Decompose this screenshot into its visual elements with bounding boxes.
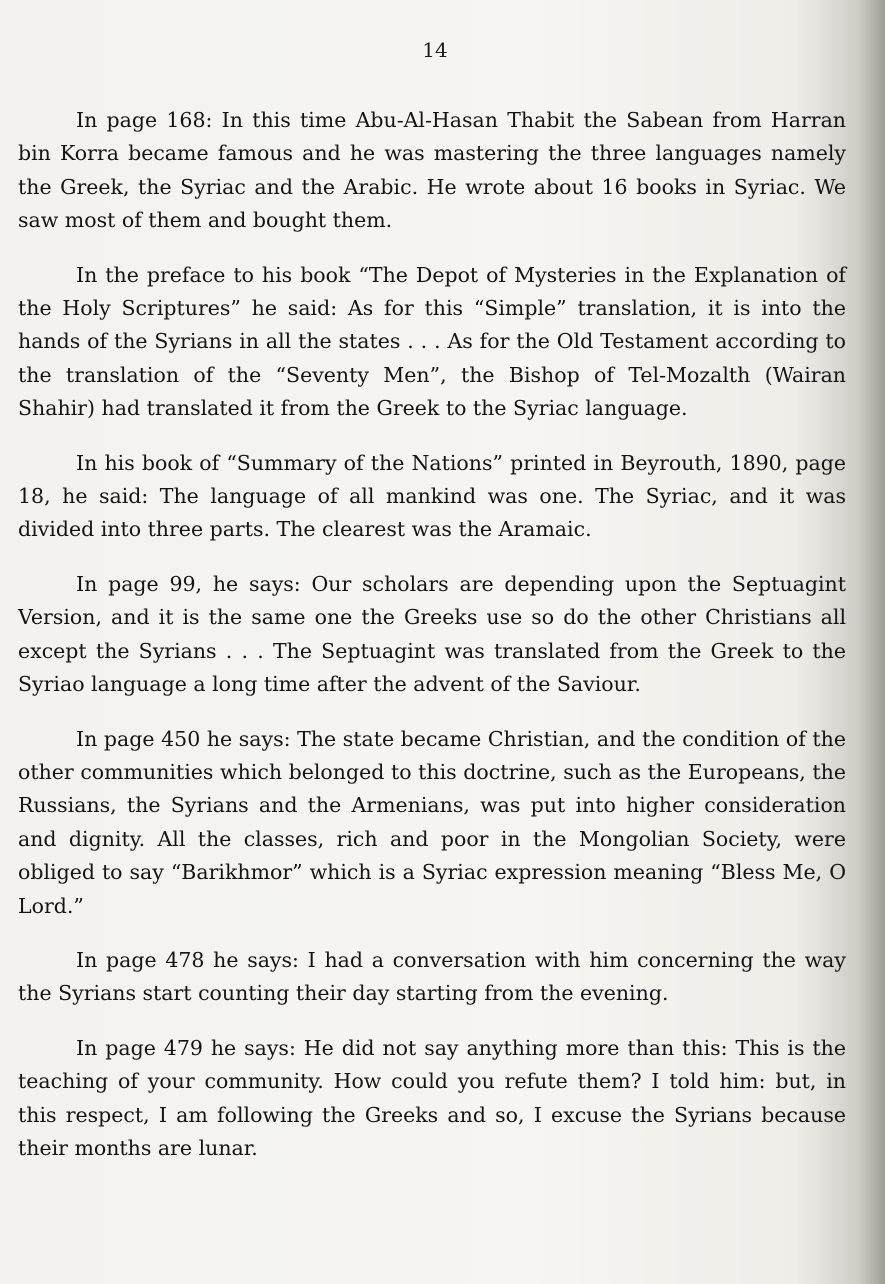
page-number: 14 xyxy=(422,38,448,62)
paragraph-page-450: In page 450 he says: The state became Christian, and the condition of the other communities which belonged to this doctrine, such as the Europeans, the Russians, the Syrians and the Armenians, was put into higher consideration and dignity. All the classes, rich and poor in the Mongolian Society, were obliged to say “Barikhmor” which is a Syriac expression meaning “Bless Me, O Lord.” xyxy=(18,726,846,918)
page-body xyxy=(18,104,846,1186)
paragraph-page-99: In page 99, he says: Our scholars are depending upon the Septuagint Version, and it is the same one the Greeks use so do the other Christians all except the Syrians . . . The Septuagint was translated from the Greek to the Syriao language a long time after the advent of the Saviour. xyxy=(18,571,846,697)
paragraph-depot-of-mysteries: In the preface to his book “The Depot of Mysteries in the Explanation of the Holy Scriptures” he said: As for this “Simple” translation, it is into the hands of the Syrians in all the states . . . As for the Old Testament according to the translation of the “Seventy Men”, the Bishop of Tel-Mozalth (Wairan Shahir) had translated it from the Greek to the Syriac language. xyxy=(18,262,846,421)
paragraph-page-479: In page 479 he says: He did not say anything more than this: This is the teaching of your community. How could you refute them? I told him: but, in this respect, I am following the Greeks and so, I excuse the Syrians because their months are lunar. xyxy=(18,1035,846,1160)
paragraph-page-478: In page 478 he says: I had a conversation with him concerning the way the Syrians start counting their day starting from the evening. xyxy=(18,947,846,1006)
paragraph-summary-of-nations: In his book of “Summary of the Nations” printed in Beyrouth, 1890, page 18, he said: The language of all mankind was one. The Syriac, and it was divided into three parts. The clearest was the Aramaic. xyxy=(18,450,846,542)
paragraph-page-168: In page 168: In this time Abu-Al-Hasan Thabit the Sabean from Harran bin Korra became famous and he was mastering the three languages namely the Greek, the Syriac and the Arabic. He wrote about 16 books in Syriac. We saw most of them and bought them. xyxy=(18,108,846,233)
